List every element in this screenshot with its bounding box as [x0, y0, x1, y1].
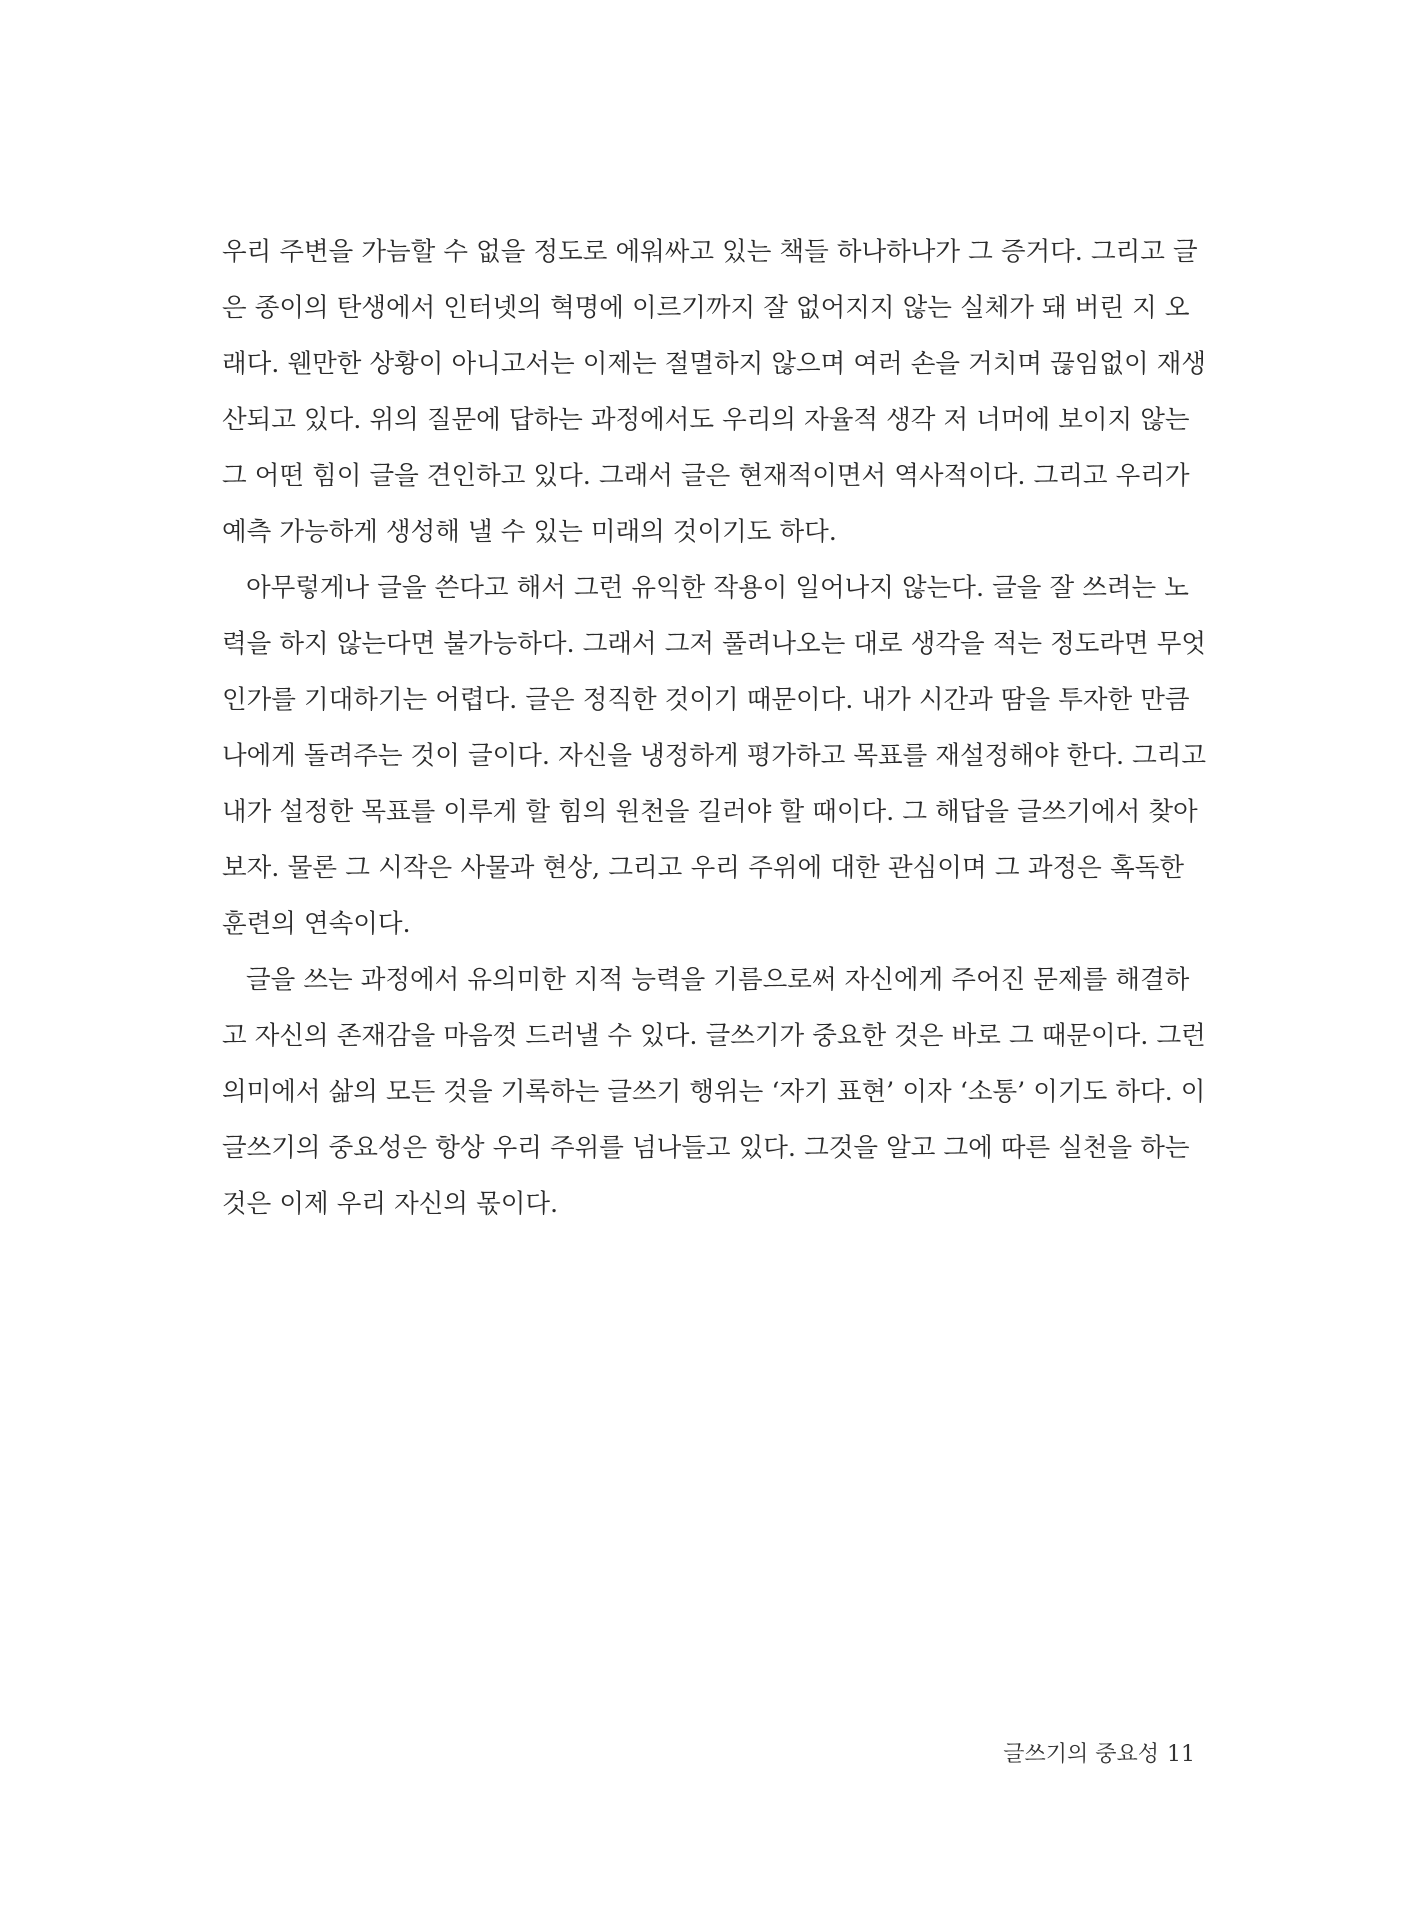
body-text — [222, 224, 1207, 1232]
text-line: 산되고 있다. 위의 질문에 답하는 과정에서도 우리의 자율적 생각 저 너머에 보이지 않는 — [222, 405, 1190, 435]
text-line: 래다. 웬만한 상황이 아니고서는 이제는 절멸하지 않으며 여러 손을 거치며 끊임없이 재생 — [222, 349, 1207, 379]
text-line: 것은 이제 우리 자신의 몫이다. — [222, 1189, 559, 1219]
text-line: 예측 가능하게 생성해 낼 수 있는 미래의 것이기도 하다. — [222, 517, 837, 547]
paragraph-3 — [222, 952, 1206, 1232]
text-line: 글쓰기의 중요성은 항상 우리 주위를 넘나들고 있다. 그것을 알고 그에 따른 실천을 하는 — [222, 1133, 1190, 1163]
text-line: 은 종이의 탄생에서 인터넷의 혁명에 이르기까지 잘 없어지지 않는 실체가 돼 버린 지 오 — [222, 293, 1190, 323]
page-footer — [1003, 1740, 1195, 1770]
text-line: 그 어떤 힘이 글을 견인하고 있다. 그래서 글은 현재적이면서 역사적이다. 그리고 우리가 — [222, 461, 1190, 491]
text-line: 글을 쓰는 과정에서 유의미한 지적 능력을 기름으로써 자신에게 주어진 문제를 해결하 — [246, 965, 1190, 995]
text-line: 우리 주변을 가늠할 수 없을 정도로 에워싸고 있는 책들 하나하나가 그 증거다. 그리고 글 — [222, 237, 1198, 267]
running-title: 글쓰기의 중요성 — [1003, 1742, 1159, 1767]
text-line: 인가를 기대하기는 어렵다. 글은 정직한 것이기 때문이다. 내가 시간과 땀을 투자한 만큼 — [222, 685, 1190, 715]
paragraph-2 — [222, 560, 1207, 952]
text-line: 보자. 물론 그 시작은 사물과 현상, 그리고 우리 주위에 대한 관심이며 그 과정은 혹독한 — [222, 853, 1184, 883]
text-line: 아무렇게나 글을 쓴다고 해서 그런 유익한 작용이 일어나지 않는다. 글을 잘 쓰려는 노 — [246, 573, 1189, 603]
text-line: 훈련의 연속이다. — [222, 909, 411, 939]
text-line: 고 자신의 존재감을 마음껏 드러낼 수 있다. 글쓰기가 중요한 것은 바로 그 때문이다. 그런 — [222, 1021, 1206, 1051]
text-line: 의미에서 삶의 모든 것을 기록하는 글쓰기 행위는 ‘자기 표현’ 이자 ‘소통’ 이기도 하다. 이 — [222, 1077, 1206, 1107]
text-line: 내가 설정한 목표를 이루게 할 힘의 원천을 길러야 할 때이다. 그 해답을 글쓰기에서 찾아 — [222, 797, 1198, 827]
text-line: 력을 하지 않는다면 불가능하다. 그래서 그저 풀려나오는 대로 생각을 적는 정도라면 무엇 — [222, 629, 1207, 659]
text-line: 나에게 돌려주는 것이 글이다. 자신을 냉정하게 평가하고 목표를 재설정해야 한다. 그리고 — [222, 741, 1207, 771]
paragraph-1 — [222, 224, 1207, 560]
page-number: 11 — [1167, 1742, 1195, 1767]
